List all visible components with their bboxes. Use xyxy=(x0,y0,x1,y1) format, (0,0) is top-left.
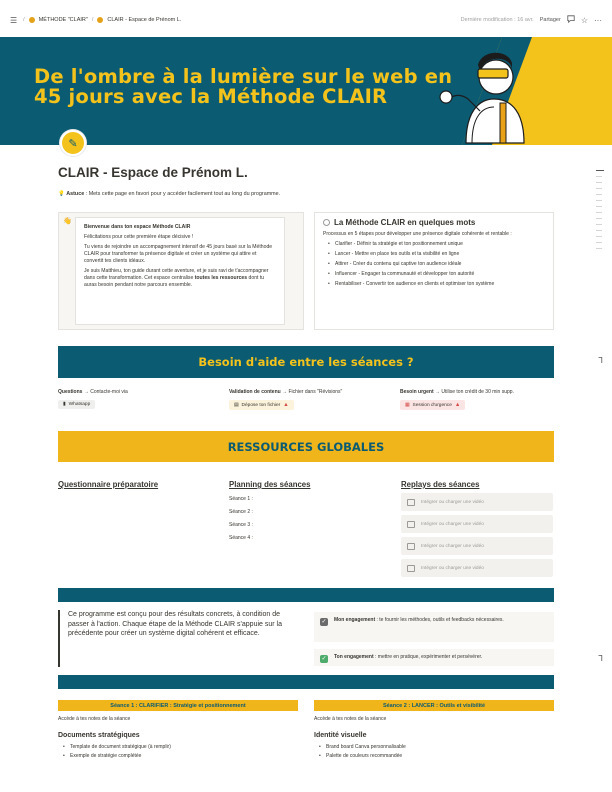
planning-item: Séance 3 : xyxy=(229,522,253,528)
video-icon xyxy=(407,521,415,528)
session-1-column xyxy=(58,716,298,761)
session-notes-link[interactable]: Accède à tes notes de la séance xyxy=(58,716,131,722)
list-item: • Brand board Canva personnalisable xyxy=(326,743,554,752)
person-illustration xyxy=(438,39,546,145)
planning-item: Séance 1 : xyxy=(229,496,253,502)
help-questions: Questions → Contacte-moi via ▮ Whatsapp xyxy=(58,389,128,407)
list-item: • Influencer - Engager ta communauté et développer ton autorité xyxy=(335,271,545,278)
breadcrumb-separator: / xyxy=(91,17,94,23)
warning-icon: ▲ xyxy=(454,402,461,408)
method-title: La Méthode CLAIR en quelques mots xyxy=(323,218,545,227)
divider-bar xyxy=(58,675,554,689)
tip-line xyxy=(58,191,280,197)
breadcrumb-item-page[interactable]: CLAIR - Espace de Prénom L. xyxy=(107,17,182,23)
side-comment-icon[interactable]: Ꞁ xyxy=(598,356,603,365)
video-icon xyxy=(407,543,415,550)
breadcrumb-separator: / xyxy=(23,17,25,23)
check-icon: ✓ xyxy=(321,655,327,662)
tip-text: : Mets cette page en favori pour y accéder facilement tout au long du programme. xyxy=(84,191,281,197)
circle-icon xyxy=(323,219,330,226)
warning-icon: ▲ xyxy=(283,402,289,408)
list-item: • Rentabiliser - Convertir ton audience en clients et optimiser ton système xyxy=(335,281,545,288)
video-embed-placeholder[interactable]: Intégrer ou charger une vidéo xyxy=(401,493,553,511)
breadcrumb xyxy=(10,16,181,25)
top-bar xyxy=(0,0,612,40)
whatsapp-tag[interactable]: ▮ Whatsapp xyxy=(58,400,95,409)
list-item: • Template de document stratégique (à remplir) xyxy=(70,743,298,752)
replays-title[interactable]: Replays des séances xyxy=(401,480,480,489)
help-section-header: Besoin d'aide entre les séances ? xyxy=(58,346,554,378)
my-commitment: ✓ Mon engagement : te fournir les méthodes, outils et feedbacks nécessaires. xyxy=(314,612,554,642)
upload-file-tag[interactable]: ▤ Dépose ton fichier ▲ xyxy=(229,400,294,410)
last-modified: Dernière modification : 16 avr. xyxy=(460,17,534,23)
help-validation: Validation de contenu → Fichier dans "Révisions" ▤ Dépose ton fichier ▲ xyxy=(229,389,343,408)
more-icon[interactable]: ··· xyxy=(594,15,602,25)
list-item: • Palette de couleurs recommandée xyxy=(326,752,554,761)
file-icon: ▤ xyxy=(234,402,239,408)
session-2-header: Séance 2 : LANCER : Outils et visibilité xyxy=(314,700,554,711)
wave-hand-icon: 👋 xyxy=(63,218,72,225)
video-icon xyxy=(407,499,415,506)
session-1-header: Séance 1 : CLARIFIER : Stratégie et positionnement xyxy=(58,700,298,711)
video-embed-placeholder[interactable]: Intégrer ou charger une vidéo xyxy=(401,515,553,533)
video-icon xyxy=(407,565,415,572)
check-icon: ✓ xyxy=(321,618,327,625)
method-intro: Processus en 5 étapes pour développer une présence digitale cohérente et rentable : xyxy=(323,231,512,237)
welcome-paragraph: Tu viens de rejoindre un accompagnement intensif de 45 jours basé sur la Méthode CLAIR pour transformer ta présence digitale et créer un système qui attire et convertit tes clients idéaux. xyxy=(84,244,273,264)
session-subheading: Documents stratégiques xyxy=(58,732,140,739)
list-item: • Lancer - Mettre en place tes outils et ta visibilité en ligne xyxy=(335,251,545,258)
emergency-icon: ▦ xyxy=(405,402,410,408)
phone-icon: ▮ xyxy=(63,402,66,407)
banner-title: De l'ombre à la lumière sur le web en 45 jours avec la Méthode CLAIR xyxy=(34,65,453,108)
tip-label: Astuce xyxy=(66,191,85,197)
page-emoji-icon xyxy=(97,17,103,23)
method-summary-box xyxy=(314,212,554,330)
page-icon[interactable]: ✎ xyxy=(60,130,86,156)
bulb-icon: 💡 xyxy=(58,191,65,197)
breadcrumb-item-method[interactable]: MÉTHODE "CLAIR" xyxy=(38,17,88,23)
questionnaire-column xyxy=(58,480,158,493)
welcome-paragraph: Je suis Matthieu, ton guide durant cette aventure, et je suis ravi de t'accompagner dans cette transformation. Cet espace centralise toutes les ressources dont tu auras besoin pendant notre parcours ensemble. xyxy=(84,268,269,288)
list-item: • Attirer - Créer du contenu qui captive ton audience idéale xyxy=(335,261,545,268)
welcome-paragraph: Félicitations pour cette première étape décisive ! xyxy=(84,234,194,240)
questionnaire-link[interactable]: Questionnaire préparatoire xyxy=(58,480,159,489)
side-comment-icon[interactable]: Ꞁ xyxy=(598,654,603,663)
help-urgent: Besoin urgent → Utilise ton crédit de 30 min supp. ▦ Session d'urgence ▲ xyxy=(400,389,514,408)
planning-column xyxy=(229,480,310,545)
welcome-heading: Bienvenue dans ton espace Méthode CLAIR xyxy=(84,224,191,230)
method-steps-list xyxy=(323,241,545,288)
session-subheading: Identité visuelle xyxy=(314,732,367,739)
session-2-column xyxy=(314,716,554,761)
emergency-session-tag[interactable]: ▦ Session d'urgence ▲ xyxy=(400,400,465,410)
planning-title[interactable]: Planning des séances xyxy=(229,480,311,489)
planning-item: Séance 2 : xyxy=(229,509,253,515)
cover-banner xyxy=(0,37,612,145)
welcome-callout xyxy=(58,212,304,330)
page-emoji-icon xyxy=(29,17,35,23)
page-title: CLAIR - Espace de Prénom L. xyxy=(58,165,248,180)
program-quote: Ce programme est conçu pour des résultats concrets, à condition de passer à l'action. Chaque étape de la Méthode CLAIR s'appuie sur la précédente pour créer un système digital cohérent et efficace. xyxy=(58,610,290,667)
planning-item: Séance 4 : xyxy=(229,535,253,541)
list-item: • Clarifier - Définir ta stratégie et ton positionnement unique xyxy=(335,241,545,248)
list-item: • Exemple de stratégie complétée xyxy=(70,752,298,761)
replays-column xyxy=(401,480,553,581)
session-notes-link[interactable]: Accède à tes notes de la séance xyxy=(314,716,387,722)
video-embed-placeholder[interactable]: Intégrer ou charger une vidéo xyxy=(401,537,553,555)
table-of-contents[interactable] xyxy=(596,170,604,254)
resources-section-header: RESSOURCES GLOBALES xyxy=(58,431,554,462)
video-embed-placeholder[interactable]: Intégrer ou charger une vidéo xyxy=(401,559,553,577)
comment-icon[interactable] xyxy=(567,15,575,25)
your-commitment: ✓ Ton engagement : mettre en pratique, expérimenter et persévérer. xyxy=(314,649,554,666)
share-button[interactable]: Partager xyxy=(539,17,561,23)
divider-bar xyxy=(58,588,554,602)
star-icon[interactable]: ☆ xyxy=(580,15,588,25)
menu-icon[interactable]: ☰ xyxy=(10,15,18,25)
